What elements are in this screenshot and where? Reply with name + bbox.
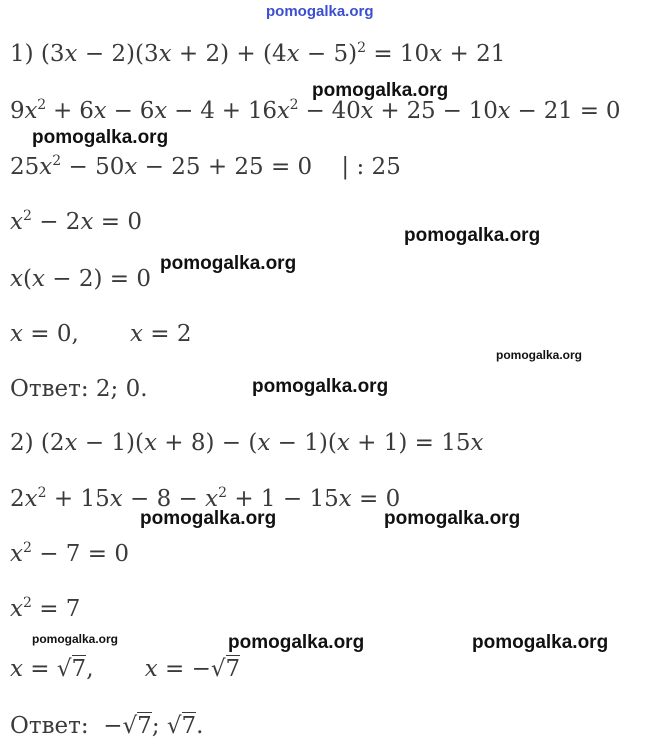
- watermark: pomogalka.org: [140, 508, 277, 529]
- simplified-equation-1: $25x^2 - 50x - 25 + 25 = 0$ | : 25: [10, 153, 401, 180]
- watermark-top: pomogalka.org: [266, 3, 374, 20]
- watermark: pomogalka.org: [472, 632, 609, 653]
- equation-1: 1) $(3x - 2)(3x + 2) + (4x - 5)^2 = 10x + 21$: [10, 40, 506, 67]
- watermark: pomogalka.org: [228, 632, 365, 653]
- square-equation-2: $x^2 = 7$: [10, 595, 81, 622]
- answer-2: Ответ: −√7; √7.: [10, 713, 204, 739]
- roots-1: x = 0, x = 2: [10, 321, 192, 347]
- roots-2: x = √7, x = −√7: [10, 656, 241, 682]
- watermark: pomogalka.org: [32, 632, 119, 646]
- answer-1: Ответ: 2; 0.: [10, 376, 148, 402]
- equation-2: 2) (2x − 1)(x + 8) − (x − 1)(x + 1) = 15x: [10, 430, 484, 456]
- watermark: pomogalka.org: [384, 508, 521, 529]
- reduced-equation-2: $x^2 - 7 = 0$: [10, 540, 129, 567]
- watermark: pomogalka.org: [404, 225, 541, 246]
- watermark: pomogalka.org: [160, 253, 297, 274]
- watermark: pomogalka.org: [252, 376, 389, 397]
- watermark: pomogalka.org: [32, 127, 169, 148]
- reduced-equation-1: $x^2 - 2x = 0$: [10, 208, 142, 235]
- watermark: pomogalka.org: [312, 80, 449, 101]
- watermark: pomogalka.org: [496, 348, 583, 362]
- factored-equation-1: x(x − 2) = 0: [10, 266, 151, 292]
- expanded-equation-1: $9x^2 + 6x - 6x - 4 + 16x^2 - 40x + 25 - 10x - 21 = 0$: [10, 97, 621, 124]
- expanded-equation-2: $2x^2 + 15x - 8 - x^2 + 1 - 15x = 0$: [10, 485, 401, 512]
